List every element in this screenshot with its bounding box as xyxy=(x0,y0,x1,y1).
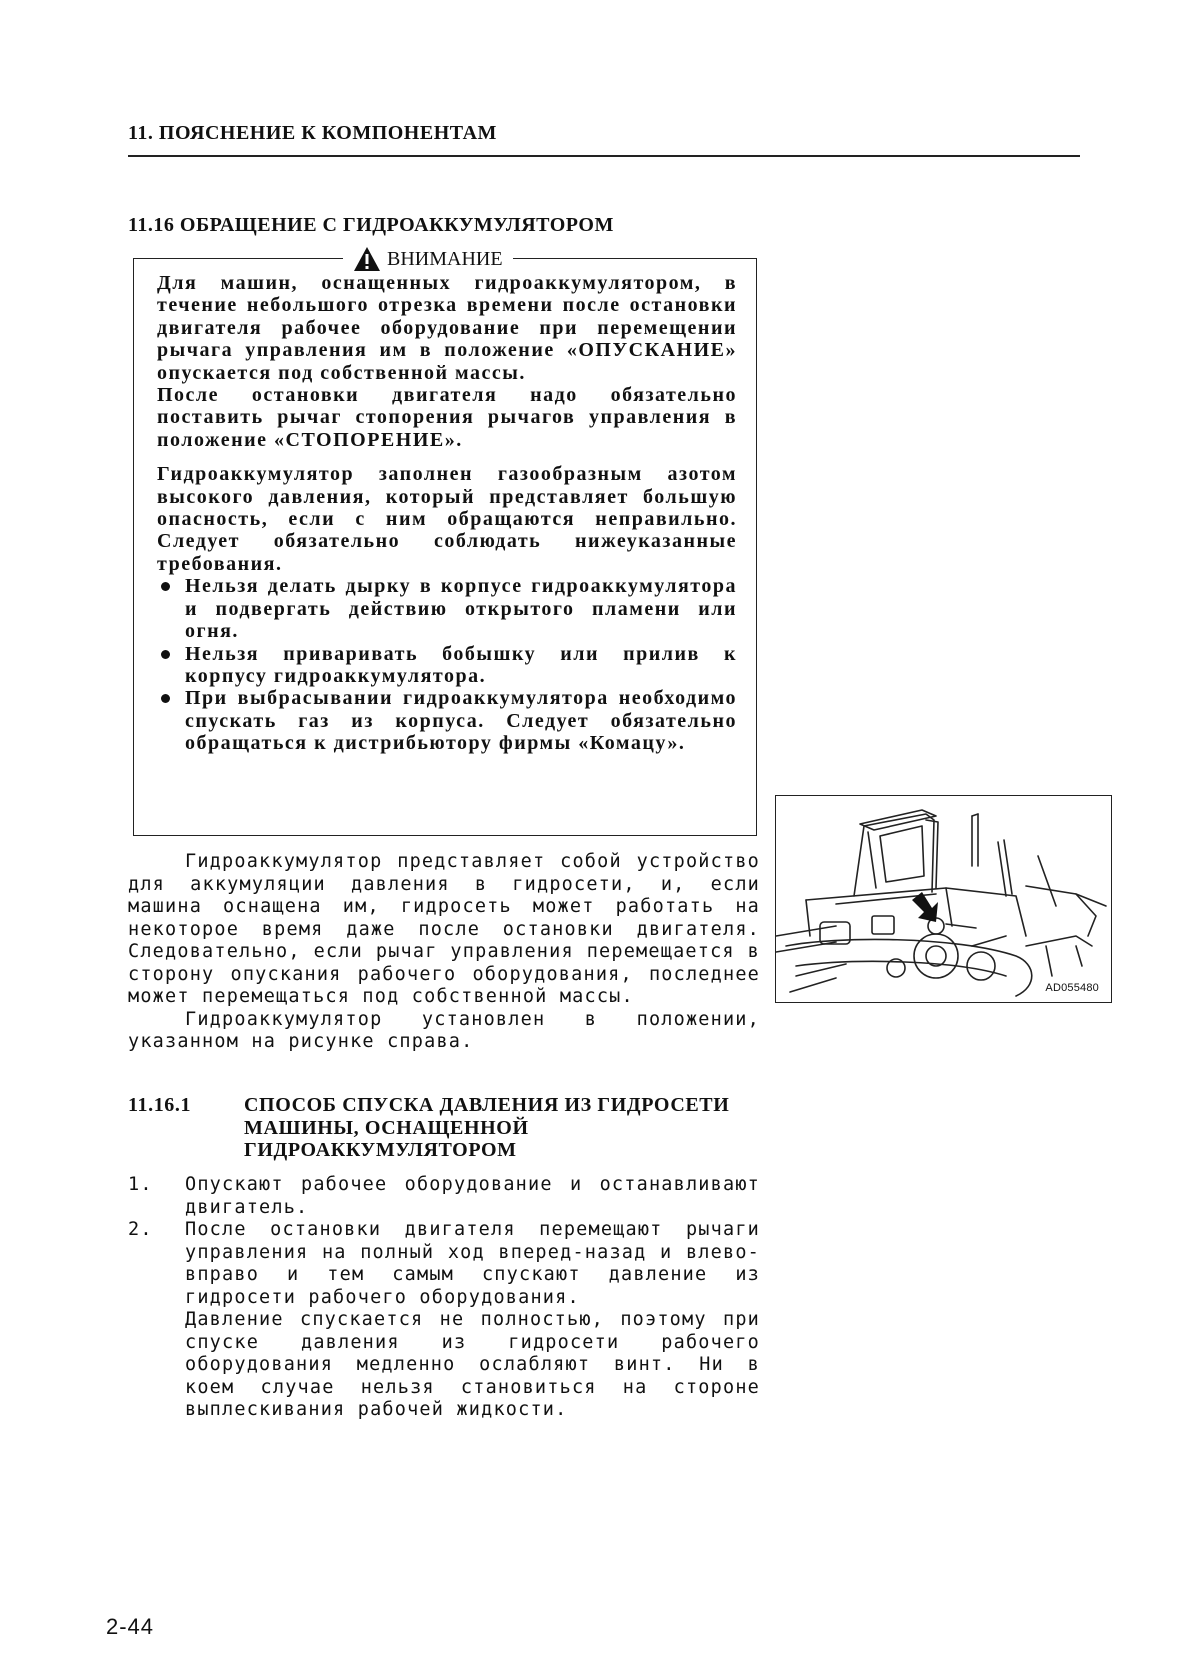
step-note: Давление спускается не полностью, поэтому при спуске давления из гидросети рабочего оборудования медленно ослабляют винт. Ни в коем случае нельзя становиться на стороне выплескивания рабочей жидкости. xyxy=(185,1309,760,1420)
subsection-heading: СПОСОБ СПУСКА ДАВЛЕНИЯ ИЗ ГИДРОСЕТИ МАШИНЫ, ОСНАЩЕННОЙ ГИДРОАККУМУЛЯТОРОМ xyxy=(244,1094,730,1161)
procedure-step xyxy=(128,1219,760,1422)
warning-header xyxy=(343,246,513,272)
bullet-text: Нельзя приваривать бобышку или прилив к корпусу гидроаккумулятора. xyxy=(185,642,737,687)
warning-bullet-item xyxy=(157,643,737,688)
bulldozer-illustration-icon xyxy=(776,796,1110,1001)
intro-paragraph: Гидроаккумулятор установлен в положении, указанном на рисунке справа. xyxy=(128,1008,760,1052)
step-number: 1. xyxy=(128,1174,153,1195)
step-number: 2. xyxy=(128,1219,153,1240)
warning-bullet-item xyxy=(157,687,737,754)
warning-bullet-list xyxy=(157,575,737,754)
page-number: 2-44 xyxy=(106,1614,155,1639)
bullet-text: При выбрасывании гидроаккумулятора необходимо спускать газ из корпуса. Следует обязательно обращаться к дистрибьютору фирмы «Комацу». xyxy=(185,687,737,755)
procedure-steps xyxy=(128,1174,760,1422)
warning-triangle-icon xyxy=(353,246,381,272)
warning-paragraph: Гидроаккумулятор заполнен газообразным азотом высокого давления, который представляет большую опасность, если с ним обращаются неправильно. Следует обязательно соблюдать нижеуказанные требования. xyxy=(157,463,737,575)
chapter-header: 11. ПОЯСНЕНИЕ К КОМПОНЕНТАМ xyxy=(128,122,497,144)
intro-text xyxy=(128,851,760,1054)
warning-bullet-item xyxy=(157,575,737,642)
warning-paragraph: После остановки двигателя надо обязательно поставить рычаг стопорения рычагов управления в положение «СТОПОРЕНИЕ». xyxy=(157,384,737,451)
bullet-icon xyxy=(161,582,170,591)
accumulator-location-figure xyxy=(775,795,1112,1003)
figure-code: AD055480 xyxy=(1045,982,1099,994)
warning-label: ВНИМАНИЕ xyxy=(387,247,503,270)
subsection-number: 11.16.1 xyxy=(128,1094,192,1116)
warning-paragraph: Для машин, оснащенных гидроаккумулятором, в течение небольшого отрезка времени после остановки двигателя рабочее оборудование при перемещении рычага управления им в положение «ОПУСКАНИЕ» опускается под собственной массы. xyxy=(157,272,737,384)
procedure-step xyxy=(128,1174,760,1219)
bullet-icon xyxy=(161,650,170,659)
step-text: Опускают рабочее оборудование и останавливают двигатель. xyxy=(185,1174,760,1218)
bullet-icon xyxy=(161,694,170,703)
header-divider xyxy=(128,155,1080,157)
subsection-title xyxy=(128,1094,760,1162)
section-title: 11.16 ОБРАЩЕНИЕ С ГИДРОАККУМУЛЯТОРОМ xyxy=(128,214,614,236)
step-text: После остановки двигателя перемещают рычаги управления на полный ход вперед-назад и влево-вправо и тем самым спускают давление из гидросети рабочего оборудования. xyxy=(185,1219,760,1308)
bullet-text: Нельзя делать дырку в корпусе гидроаккумулятора и подвергать действию открытого пламени или огня. xyxy=(185,575,737,643)
intro-paragraph: Гидроаккумулятор представляет собой устройство для аккумуляции давления в гидросети, и, если машина оснащена им, гидросеть может работать на некоторое время даже после остановки двигателя. Следовательно, если рычаг управления перемещается в сторону опускания рабочего оборудования, последнее может перемещаться под собственной массы. xyxy=(128,851,760,1007)
warning-text xyxy=(157,272,737,755)
